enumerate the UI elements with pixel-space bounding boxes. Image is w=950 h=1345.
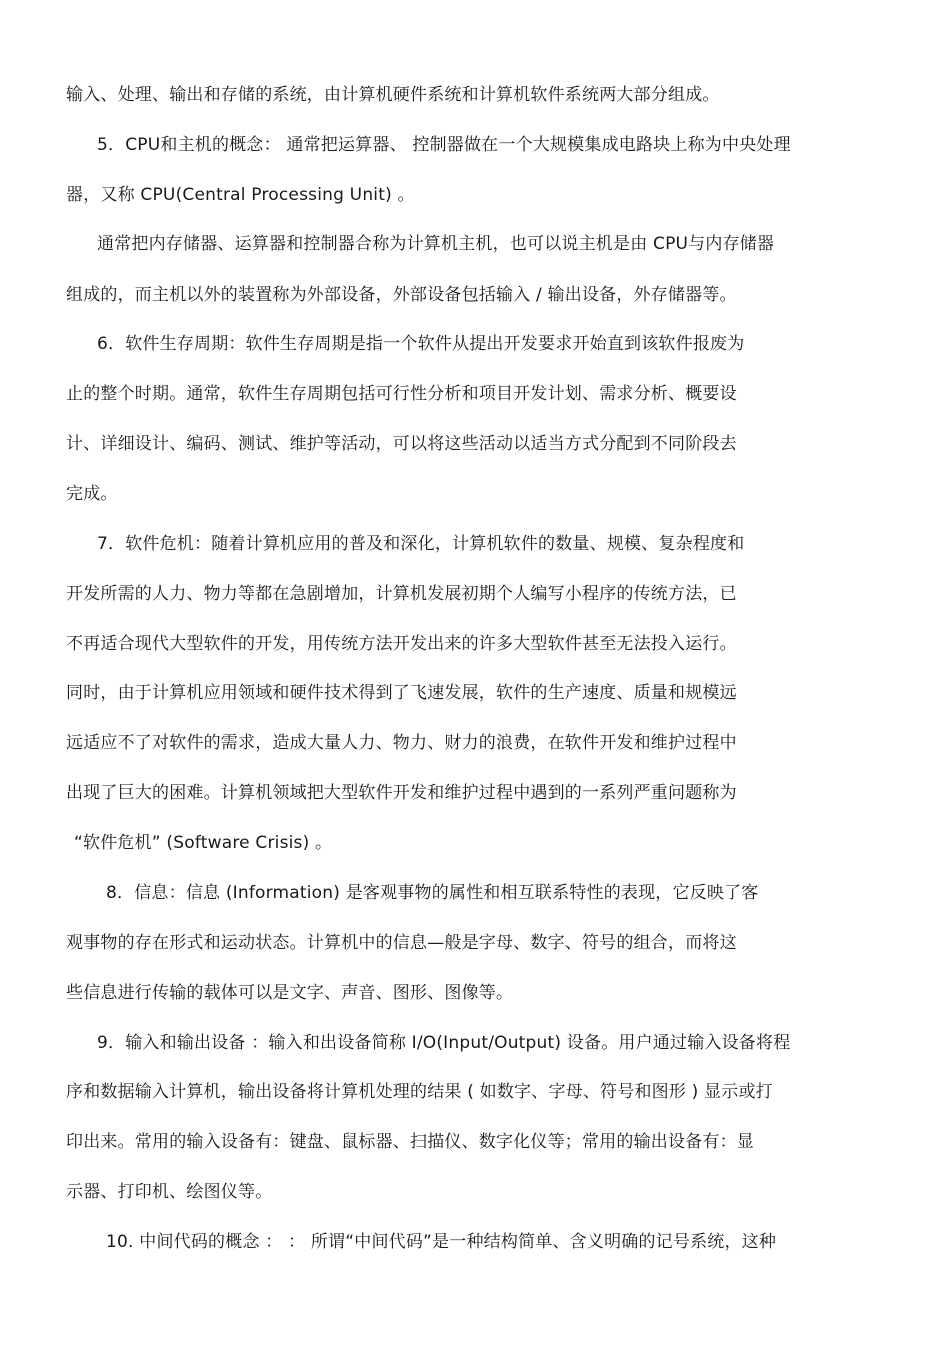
text-line-13: 同时，由于计算机应用领域和硬件技术得到了飞速发展，软件的生产速度、质量和规模远: [66, 683, 737, 703]
text-line-19: 些信息进行传输的载体可以是文字、声音、图形、图像等。: [66, 983, 514, 1003]
text-line-17: 8．信息：信息 (Information) 是客观事物的属性和相互联系特性的表现，它反映了客: [106, 883, 759, 903]
text-line-12: 不再适合现代大型软件的开发，用传统方法开发出来的许多大型软件甚至无法投入运行。: [66, 634, 737, 654]
text-line-5: 组成的，而主机以外的装置称为外部设备，外部设备包括输入 / 输出设备，外存储器等。: [66, 285, 737, 305]
text-line-24: 10. 中间代码的概念 ： ： 所谓“中间代码”是一种结构简单、含义明确的记号系统，这种: [106, 1232, 777, 1252]
text-line-6: 6．软件生存周期：软件生存周期是指一个软件从提出开发要求开始直到该软件报废为: [97, 334, 745, 354]
text-line-18: 观事物的存在形式和运动状态。计算机中的信息—般是字母、数字、符号的组合，而将这: [66, 933, 737, 953]
text-line-23: 示器、打印机、绘图仪等。: [66, 1182, 273, 1202]
text-line-16: “软件危机” (Software Crisis) 。: [74, 833, 333, 853]
text-line-20: 9．输入和输出设备 ：输入和出设备简称 I/O(Input/Output) 设备。用户通过输入设备将程: [97, 1033, 791, 1053]
text-line-11: 开发所需的人力、物力等都在急剧增加，计算机发展初期个人编写小程序的传统方法，已: [66, 584, 737, 604]
text-line-10: 7．软件危机：随着计算机应用的普及和深化，计算机软件的数量、规模、复杂程度和: [97, 534, 745, 554]
text-line-4: 通常把内存储器、运算器和控制器合称为计算机主机，也可以说主机是由 CPU与内存储器: [97, 234, 775, 254]
text-line-7: 止的整个时期。通常，软件生存周期包括可行性分析和项目开发计划、需求分析、概要设: [66, 384, 737, 404]
text-line-22: 印出来。常用的输入设备有：键盘、鼠标器、扫描仪、数字化仪等；常用的输出设备有：显: [66, 1132, 754, 1152]
text-line-14: 远适应不了对软件的需求，造成大量人力、物力、财力的浪费，在软件开发和维护过程中: [66, 733, 737, 753]
text-line-2: 5．CPU和主机的概念： 通常把运算器、 控制器做在一个大规模集成电路块上称为中央处理: [97, 135, 791, 155]
text-line-1: 输入、处理、输出和存储的系统，由计算机硬件系统和计算机软件系统两大部分组成。: [66, 85, 720, 105]
text-line-15: 出现了巨大的困难。计算机领域把大型软件开发和维护过程中遇到的一系列严重问题称为: [66, 783, 737, 803]
text-line-21: 序和数据输入计算机，输出设备将计算机处理的结果 ( 如数字、字母、符号和图形 ) 显示或打: [66, 1082, 773, 1102]
text-line-9: 完成。: [66, 484, 118, 504]
text-line-3: 器，又称 CPU(Central Processing Unit) 。: [66, 185, 415, 205]
text-line-8: 计、详细设计、编码、测试、维护等活动，可以将这些活动以适当方式分配到不同阶段去: [66, 434, 737, 454]
